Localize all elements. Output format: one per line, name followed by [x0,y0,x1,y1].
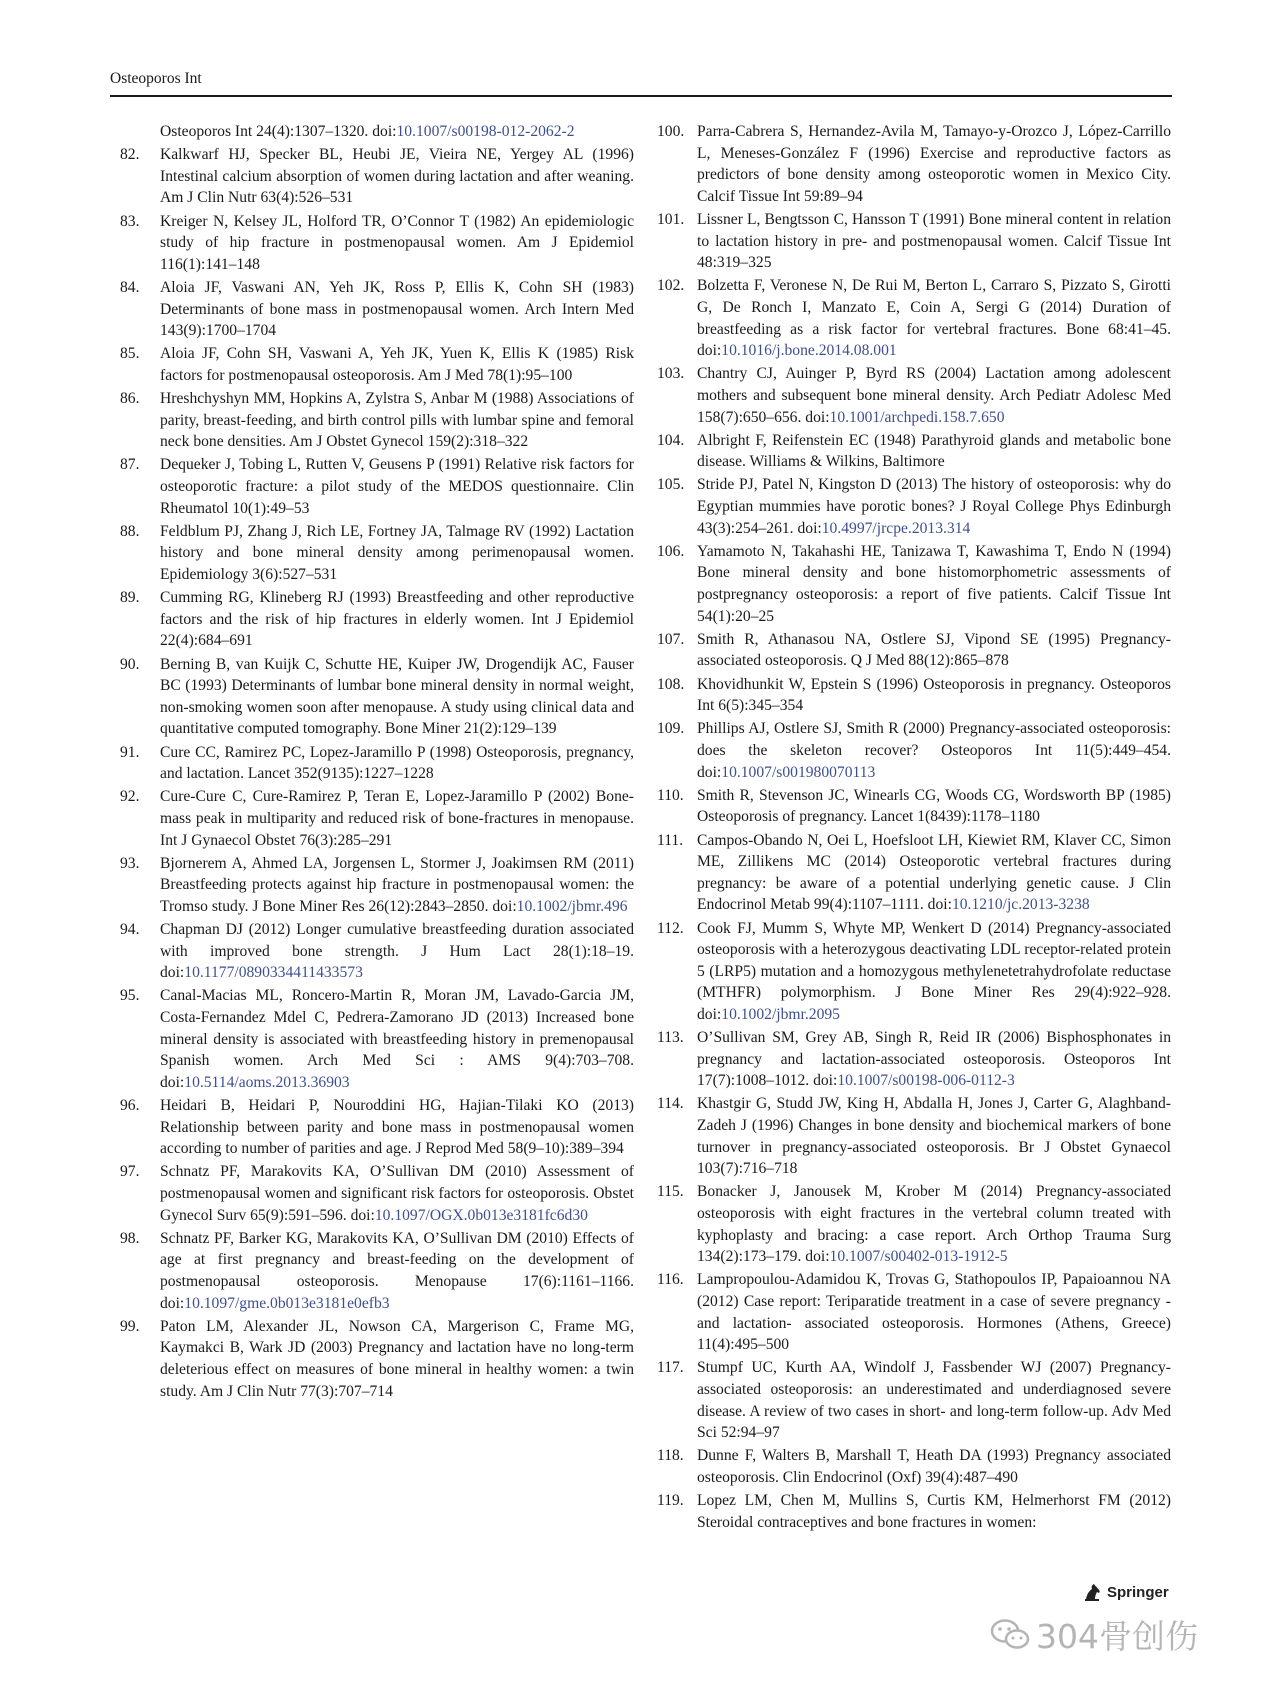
reference-text: Stride PJ, Patel N, Kingston D (2013) The history of osteoporosis: why do Egyptian mummies have porotic bones? J Royal College Phys Edinburgh 43(3):254–261. doi: [697,476,1171,537]
reference-text: Bolzetta F, Veronese N, De Rui M, Berton L, Carraro S, Pizzato S, Girotti G, De Ronch I, Manzato E, Coin A, Sergi G (2014) Duration of breastfeeding as a risk factor for vertebral fractures. Bone 68:41–45. doi: [697,277,1171,360]
reference-text: Phillips AJ, Ostlere SJ, Smith R (2000) Pregnancy-associated osteoporosis: does the skeleton recover? Osteoporos Int 11(5):449–454. doi: [697,720,1171,781]
reference-text: Kreiger N, Kelsey JL, Holford TR, O’Connor T (1982) An epidemiologic study of hip fracture in postmenopausal women. Am J Epidemiol 116(1):141–148 [160,212,634,273]
reference-number: 106. [657,542,685,560]
reference-number: 103. [657,365,685,383]
reference-text: Khovidhunkit W, Epstein S (1996) Osteoporosis in pregnancy. Osteoporos Int 6(5):345–354 [697,675,1171,715]
reference-item [120,388,634,453]
doi-link[interactable]: 10.1007/s00198-012-2062-2 [396,123,575,140]
reference-number: 119. [657,1492,684,1510]
reference-text: Campos-Obando N, Oei L, Hoefsloot LH, Kiewiet RM, Klaver CC, Simon ME, Zillikens MC (2014) Osteoporotic vertebral fractures during pregnancy: be aware of a potential underlying genetic cause. J Clin Endocrinol Metab 99(4):1107–1111. doi: [697,831,1171,914]
doi-link[interactable]: 10.1007/s00198-006-0112-3 [837,1072,1015,1090]
reference-number: 91. [120,743,140,761]
reference-number: 96. [120,1097,140,1115]
reference-text: O’Sullivan SM, Grey AB, Singh R, Reid IR (2006) Bisphosphonates in pregnancy and lactation-associated osteoporosis. Osteoporos Int 17(7):1008–1012. doi: [697,1029,1171,1090]
reference-continuation [120,121,634,143]
reference-item [657,1357,1171,1443]
reference-number: 94. [120,921,140,939]
wechat-icon [990,1618,1030,1652]
reference-number: 107. [657,630,685,648]
reference-item [657,430,1171,473]
reference-number: 116. [657,1271,684,1289]
reference-item [657,363,1171,428]
reference-number: 82. [120,146,140,164]
doi-link[interactable]: 10.4997/jrcpe.2013.314 [821,519,971,537]
reference-text: Lissner L, Bengtsson C, Hansson T (1991) Bone mineral content in relation to lactation history in pre- and postmenopausal women. Calcif Tissue Int 48:319–325 [697,210,1171,272]
reference-text: Parra-Cabrera S, Hernandez-Avila M, Tamayo-y-Orozco J, López-Carrillo L, Meneses-González F (1996) Exercise and reproductive factors as predictors of bone density among osteoporotic women in Mexico City. Calcif Tissue Int 59:89–94 [697,123,1171,205]
reference-number: 93. [120,854,140,872]
reference-item [657,121,1171,207]
reference-number: 113. [657,1029,684,1047]
reference-number: 110. [657,786,684,804]
reference-item [657,718,1171,783]
left-reference-list [120,144,634,1402]
reference-text: Aloia JF, Cohn SH, Vaswani A, Yeh JK, Yuen K, Ellis K (1985) Risk factors for postmenopausal osteoporosis. Am J Med 78(1):95–100 [160,345,634,384]
reference-text: Schnatz PF, Marakovits KA, O’Sullivan DM (2010) Assessment of postmenopausal women and significant risk factors for osteoporosis. Obstet Gynecol Surv 65(9):591–596. doi: [160,1163,634,1224]
reference-number: 89. [120,589,140,607]
reference-item [657,1093,1171,1179]
reference-text: Chantry CJ, Auinger P, Byrd RS (2004) Lactation among adolescent mothers and subsequent bone mineral density. Arch Pediatr Adolesc Med 158(7):650–656. doi: [697,365,1171,426]
reference-item [657,1445,1171,1488]
reference-text: Canal-Macias ML, Roncero-Martin R, Moran JM, Lavado-Garcia JM, Costa-Fernandez Mdel C, Pedrera-Zamorano JD (2013) Increased bone mineral density is associated with breastfeeding history in premenopausal Spanish women. Arch Med Sci : AMS 9(4):703–708. doi: [160,987,634,1091]
doi-link[interactable]: 10.1001/archpedi.158.7.650 [829,408,1005,426]
reference-text: Smith R, Athanasou NA, Ostlere SJ, Vipond SE (1995) Pregnancy-associated osteoporosis. Q J Med 88(12):865–878 [697,630,1171,670]
running-head-journal: Osteoporos Int [110,70,202,87]
reference-number: 83. [120,212,140,230]
reference-number: 114. [657,1095,684,1113]
reference-text: Dequeker J, Tobing L, Rutten V, Geusens P (1991) Relative risk factors for osteoporotic fracture: a pilot study of the MEDOS questionnaire. Clin Rheumatol 10(1):49–53 [160,456,634,517]
reference-number: 86. [120,390,140,408]
reference-item [657,1181,1171,1267]
reference-text: Aloia JF, Vaswani AN, Yeh JK, Ross P, Ellis K, Cohn SH (1983) Determinants of bone mass in postmenopausal women. Arch Intern Med 143(9):1700–1704 [160,278,634,340]
reference-item [120,1095,634,1160]
reference-item [657,785,1171,828]
reference-number: 100. [657,123,685,140]
reference-item [120,587,634,652]
reference-number: 112. [657,919,684,937]
reference-number: 104. [657,431,685,449]
reference-item [120,277,634,342]
reference-item [657,275,1171,361]
reference-text: Bonacker J, Janousek M, Krober M (2014) Pregnancy-associated osteoporosis with eight fractures in the vertebral column treated with kyphoplasty and bracing: a case report. Arch Orthop Trauma Surg 134(2):173–179. doi: [697,1183,1171,1266]
reference-text: Lampropoulou-Adamidou K, Trovas G, Stathopoulos IP, Papaioannou NA (2012) Case report: Teriparatide treatment in a case of severe pregnancy -and lactation- associated osteoporosis. Hormones (Athens, Greece) 11(4):495–500 [697,1271,1171,1354]
reference-text: Heidari B, Heidari P, Nouroddini HG, Hajian-Tilaki KO (2013) Relationship between parity and bone mass in postmenopausal women according to number of parities and age. J Reprod Med 58(9–10):389–394 [160,1097,634,1158]
reference-number: 111. [657,831,684,849]
reference-number: 84. [120,278,140,296]
publisher-logo [1083,1582,1169,1602]
reference-item [657,474,1171,539]
reference-number: 101. [657,210,685,228]
publisher-name: Springer [1107,1583,1169,1601]
reference-item [120,1228,634,1314]
right-reference-list [657,121,1171,1533]
reference-continuation-text: Osteoporos Int 24(4):1307–1320. doi: [160,123,397,140]
left-column [120,121,634,1404]
reference-item [120,1161,634,1226]
doi-link[interactable]: 10.1177/0890334411433573 [184,964,363,982]
doi-link[interactable]: 10.1002/jbmr.496 [516,897,628,915]
watermark [990,1611,1198,1658]
reference-number: 88. [120,522,140,540]
reference-item [657,918,1171,1026]
watermark-text: 304骨创伤 [1036,1617,1198,1656]
reference-number: 118. [657,1447,684,1465]
reference-text: Cook FJ, Mumm S, Whyte MP, Wenkert D (2014) Pregnancy-associated osteoporosis with a heterozygous deactivating LDL receptor-related protein 5 (LRP5) mutation and a homozygous methylenetetrahydrofolate reductase (MTHFR) polymorphism. J Bone Miner Res 29(4):922–928. doi: [697,919,1171,1023]
reference-item [120,454,634,519]
doi-link[interactable]: 10.1002/jbmr.2095 [721,1005,840,1023]
reference-text: Albright F, Reifenstein EC (1948) Parathyroid glands and metabolic bone disease. Williams & Wilkins, Baltimore [697,431,1171,471]
reference-item [657,541,1171,627]
reference-item [657,629,1171,672]
reference-text: Kalkwarf HJ, Specker BL, Heubi JE, Vieira NE, Yergey AL (1996) Intestinal calcium absorption of women during lactation and after weaning. Am J Clin Nutr 63(4):526–531 [160,146,634,207]
reference-item [120,144,634,209]
reference-item [120,919,634,984]
reference-number: 90. [120,655,140,673]
reference-number: 115. [657,1183,684,1201]
reference-text: Cumming RG, Klineberg RJ (1993) Breastfeeding and other reproductive factors and the risk of hip fractures in elderly women. Int J Epidemiol 22(4):684–691 [160,589,634,650]
reference-number: 87. [120,456,140,474]
reference-number: 105. [657,476,685,494]
doi-link[interactable]: 10.5114/aoms.2013.36903 [184,1073,350,1091]
reference-number: 92. [120,788,140,806]
reference-item [120,343,634,386]
reference-number: 108. [657,675,685,693]
reference-number: 85. [120,345,140,363]
reference-item [657,1490,1171,1533]
reference-number: 109. [657,720,685,738]
reference-item [657,1027,1171,1092]
reference-item [120,853,634,918]
reference-number: 99. [120,1317,140,1335]
reference-text: Smith R, Stevenson JC, Winearls CG, Woods CG, Wordsworth BP (1985) Osteoporosis of pregnancy. Lancet 1(8439):1178–1180 [697,786,1171,826]
doi-link[interactable]: 10.1016/j.bone.2014.08.001 [721,342,897,360]
springer-horse-icon [1083,1582,1103,1602]
reference-text: Hreshchyshyn MM, Hopkins A, Zylstra S, Anbar M (1988) Associations of parity, breast-feeding, and birth control pills with lumbar spine and femoral neck bone densities. Am J Obstet Gynecol 159(2):318–322 [160,390,634,451]
reference-item [657,830,1171,916]
reference-text: Schnatz PF, Barker KG, Marakovits KA, O’Sullivan DM (2010) Effects of age at first pregnancy and breast-feeding on the development of postmenopausal osteoporosis. Menopause 17(6):1161–1166. doi: [160,1229,634,1312]
reference-text: Stumpf UC, Kurth AA, Windolf J, Fassbender WJ (2007) Pregnancy-associated osteoporosis: an underestimated and underdiagnosed severe disease. A review of two cases in short- and long-term follow-up. Adv Med Sci 52:94–97 [697,1359,1171,1442]
reference-number: 117. [657,1359,684,1377]
reference-number: 102. [657,277,685,295]
reference-item [120,985,634,1093]
right-column [657,121,1171,1535]
reference-text: Bjornerem A, Ahmed LA, Jorgensen L, Stormer J, Joakimsen RM (2011) Breastfeeding protects against hip fracture in postmenopausal women: the Tromso study. J Bone Miner Res 26(12):2843–2850. doi: [160,854,634,915]
reference-text: Khastgir G, Studd JW, King H, Abdalla H, Jones J, Carter G, Alaghband-Zadeh J (1996) Changes in bone density and biochemical markers of bone turnover in pregnancy-associated osteoporosis. Br J Obstet Gynaecol 103(7):716–718 [697,1095,1171,1178]
reference-text: Feldblum PJ, Zhang J, Rich LE, Fortney JA, Talmage RV (1992) Lactation history and bone mineral density among perimenopausal women. Epidemiology 3(6):527–531 [160,522,634,584]
doi-link[interactable]: 10.1097/gme.0b013e3181e0efb3 [184,1294,390,1312]
doi-link[interactable]: 10.1007/s001980070113 [721,763,876,781]
reference-item [120,1316,634,1402]
reference-item [120,521,634,586]
reference-item [120,654,634,740]
reference-text: Paton LM, Alexander JL, Nowson CA, Margerison C, Frame MG, Kaymakci B, Wark JD (2003) Pregnancy and lactation have no long-term deleterious effect on measures of bone mineral in healthy women: a twin study. Am J Clin Nutr 77(3):707–714 [160,1317,634,1400]
reference-text: Cure-Cure C, Cure-Ramirez P, Teran E, Lopez-Jaramillo P (2002) Bone-mass peak in multiparity and reduced risk of bone-fractures in menopause. Int J Gynaecol Obstet 76(3):285–291 [160,788,634,849]
doi-link[interactable]: 10.1097/OGX.0b013e3181fc6d30 [374,1206,588,1224]
reference-text: Cure CC, Ramirez PC, Lopez-Jaramillo P (1998) Osteoporosis, pregnancy, and lactation. Lancet 352(9135):1227–1228 [160,743,634,783]
reference-item [657,674,1171,717]
reference-item [120,742,634,785]
reference-item [120,786,634,851]
reference-text: Yamamoto N, Takahashi HE, Tanizawa T, Kawashima T, Endo N (1994) Bone mineral density and bone histomorphometric assessments of postpregnancy osteoporosis: a report of five patients. Calcif Tissue Int 54(1):20–25 [697,542,1171,625]
header-rule [110,95,1172,97]
reference-text: Lopez LM, Chen M, Mullins S, Curtis KM, Helmerhorst FM (2012) Steroidal contraceptives and bone fractures in women: [697,1492,1171,1531]
reference-item [120,211,634,276]
reference-text: Dunne F, Walters B, Marshall T, Heath DA (1993) Pregnancy associated osteoporosis. Clin Endocrinol (Oxf) 39(4):487–490 [697,1447,1171,1486]
reference-item [657,1269,1171,1355]
reference-number: 95. [120,987,140,1005]
reference-text: Berning B, van Kuijk C, Schutte HE, Kuiper JW, Drogendijk AC, Fauser BC (1993) Determinants of lumbar bone mineral density in normal weight, non-smoking women soon after menopause. A study using clinical data and quantitative computed tomography. Bone Miner 21(2):129–139 [160,655,634,738]
reference-number: 97. [120,1163,140,1181]
reference-text: Chapman DJ (2012) Longer cumulative breastfeeding duration associated with improved bone strength. J Hum Lact 28(1):18–19. doi: [160,921,634,982]
reference-item [657,209,1171,274]
doi-link[interactable]: 10.1210/jc.2013-3238 [951,896,1090,914]
reference-number: 98. [120,1229,140,1247]
doi-link[interactable]: 10.1007/s00402-013-1912-5 [829,1248,1008,1266]
